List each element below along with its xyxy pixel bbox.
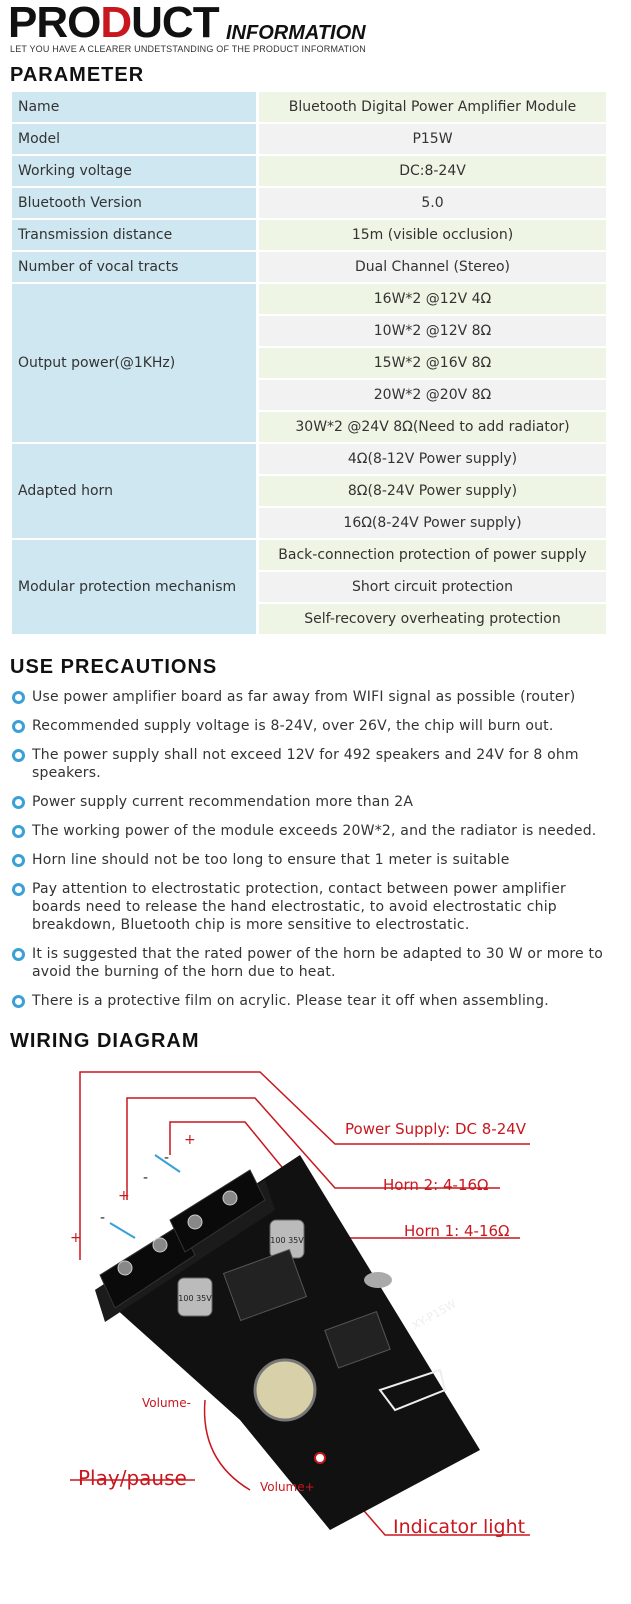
parameter-value: 4Ω(8-12V Power supply) bbox=[259, 444, 606, 476]
parameter-key: Bluetooth Version bbox=[12, 188, 259, 220]
play-pause-label: Play/pause bbox=[78, 1466, 187, 1490]
parameter-value: Bluetooth Digital Power Amplifier Module bbox=[259, 92, 606, 124]
parameter-row bbox=[12, 124, 606, 156]
parameter-value: DC:8-24V bbox=[259, 156, 606, 188]
parameter-row bbox=[12, 188, 606, 220]
parameter-value: Back-connection protection of power supply bbox=[259, 540, 606, 572]
precaution-text: There is a protective film on acrylic. Please tear it off when assembling. bbox=[32, 993, 549, 1009]
parameter-value: Dual Channel (Stereo) bbox=[259, 252, 606, 284]
parameter-key: Model bbox=[12, 124, 259, 156]
wiring-diagram-svg bbox=[0, 1060, 631, 1600]
power-plus-marker: + bbox=[184, 1132, 196, 1148]
parameter-row bbox=[12, 444, 606, 476]
parameter-value: Short circuit protection bbox=[259, 572, 606, 604]
horn1-label: Horn 1: 4-16Ω bbox=[404, 1222, 510, 1240]
parameter-value: Self-recovery overheating protection bbox=[259, 604, 606, 636]
bullet-icon bbox=[12, 720, 25, 733]
parameter-value: 16Ω(8-24V Power supply) bbox=[259, 508, 606, 540]
parameter-row bbox=[12, 92, 606, 124]
parameter-key: Number of vocal tracts bbox=[12, 252, 259, 284]
parameter-row bbox=[12, 252, 606, 284]
parameter-value: 15m (visible occlusion) bbox=[259, 220, 606, 252]
board-model-text: XY-P15W bbox=[410, 1297, 459, 1333]
horn1-plus-marker: + bbox=[70, 1230, 82, 1246]
precaution-text: It is suggested that the rated power of the horn be adapted to 30 W or more to avoid the burning of the horn due to heat. bbox=[32, 946, 603, 980]
product-information-header bbox=[8, 0, 628, 54]
horn2-minus-marker: - bbox=[143, 1170, 149, 1186]
precaution-item bbox=[10, 822, 615, 840]
information-title: INFORMATION bbox=[226, 22, 366, 44]
parameter-row bbox=[12, 156, 606, 188]
volume-knob bbox=[255, 1360, 315, 1420]
precaution-item bbox=[10, 688, 615, 706]
parameter-key: Modular protection mechanism bbox=[12, 540, 259, 636]
precaution-text: The power supply shall not exceed 12V for 492 speakers and 24V for 8 ohm speakers. bbox=[32, 747, 579, 781]
bullet-icon bbox=[12, 883, 25, 896]
wiring-diagram bbox=[0, 1060, 631, 1600]
precaution-item bbox=[10, 992, 615, 1010]
precaution-text: Pay attention to electrostatic protection, contact between power amplifier boards need to release the hand electrostatic, to avoid electrostatic chip breakdown, Bluetooth chip is more sensitive to electrostatic. bbox=[32, 881, 566, 933]
precaution-text: Power supply current recommendation more than 2A bbox=[32, 794, 414, 810]
horn2-plus-marker: + bbox=[118, 1188, 130, 1204]
capacitor-right-text: 100 35V bbox=[270, 1236, 304, 1245]
precaution-text: Recommended supply voltage is 8-24V, over 26V, the chip will burn out. bbox=[32, 718, 554, 734]
precaution-text: Use power amplifier board as far away from WIFI signal as possible (router) bbox=[32, 689, 576, 705]
precautions-list bbox=[10, 688, 615, 1021]
precaution-text: The working power of the module exceeds 20W*2, and the radiator is needed. bbox=[32, 823, 597, 839]
precaution-item bbox=[10, 851, 615, 869]
parameter-key: Transmission distance bbox=[12, 220, 259, 252]
parameter-value: 10W*2 @12V 8Ω bbox=[259, 316, 606, 348]
header-subtitle: LET YOU HAVE A CLEARER UNDETSTANDING OF THE PRODUCT INFORMATION bbox=[10, 44, 366, 54]
precaution-item bbox=[10, 945, 615, 981]
precaution-item bbox=[10, 880, 615, 934]
parameter-key: Adapted horn bbox=[12, 444, 259, 540]
parameter-table bbox=[12, 92, 606, 636]
bullet-icon bbox=[12, 995, 25, 1008]
volume-minus-label: Volume- bbox=[142, 1396, 191, 1410]
wiring-heading: WIRING DIAGRAM bbox=[10, 1030, 200, 1052]
parameter-value: 30W*2 @24V 8Ω(Need to add radiator) bbox=[259, 412, 606, 444]
parameter-value: 15W*2 @16V 8Ω bbox=[259, 348, 606, 380]
indicator-light-label: Indicator light bbox=[393, 1516, 526, 1538]
parameter-heading: PARAMETER bbox=[10, 64, 145, 86]
bullet-icon bbox=[12, 825, 25, 838]
parameter-key: Name bbox=[12, 92, 259, 124]
parameter-row bbox=[12, 220, 606, 252]
crystal bbox=[364, 1272, 392, 1288]
volume-plus-label: Volume+ bbox=[260, 1480, 315, 1494]
parameter-row bbox=[12, 284, 606, 316]
parameter-value: P15W bbox=[259, 124, 606, 156]
precaution-text: Horn line should not be too long to ensure that 1 meter is suitable bbox=[32, 852, 510, 868]
precaution-item bbox=[10, 717, 615, 735]
bullet-icon bbox=[12, 948, 25, 961]
power-minus-marker: - bbox=[164, 1150, 170, 1166]
parameter-key: Working voltage bbox=[12, 156, 259, 188]
horn2-label: Horn 2: 4-16Ω bbox=[383, 1176, 489, 1194]
bullet-icon bbox=[12, 691, 25, 704]
parameter-key: Output power(@1KHz) bbox=[12, 284, 259, 444]
precaution-item bbox=[10, 793, 615, 811]
parameter-value: 5.0 bbox=[259, 188, 606, 220]
bullet-icon bbox=[12, 854, 25, 867]
product-title: PRODUCT bbox=[8, 0, 219, 47]
parameter-value: 8Ω(8-24V Power supply) bbox=[259, 476, 606, 508]
bullet-icon bbox=[12, 749, 25, 762]
indicator-led bbox=[315, 1453, 325, 1463]
capacitor-left-text: 100 35V bbox=[178, 1294, 212, 1303]
precaution-item bbox=[10, 746, 615, 782]
parameter-value: 20W*2 @20V 8Ω bbox=[259, 380, 606, 412]
parameter-value: 16W*2 @12V 4Ω bbox=[259, 284, 606, 316]
parameter-row bbox=[12, 540, 606, 572]
horn1-minus-marker: - bbox=[100, 1210, 106, 1226]
power-supply-label: Power Supply: DC 8-24V bbox=[345, 1120, 527, 1138]
bullet-icon bbox=[12, 796, 25, 809]
precautions-heading: USE PRECAUTIONS bbox=[10, 656, 218, 678]
